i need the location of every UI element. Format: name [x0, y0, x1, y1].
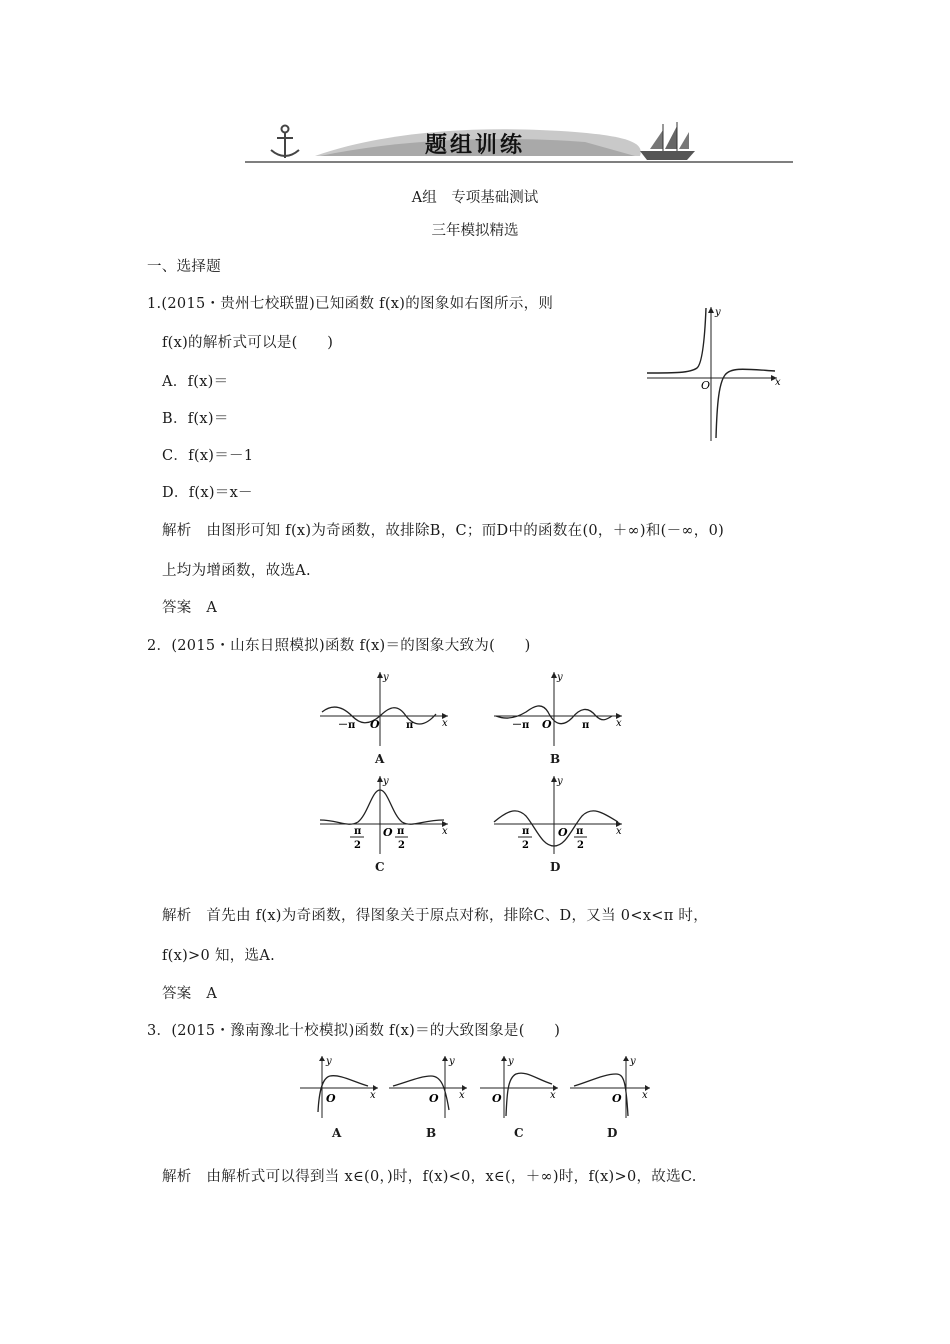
- q2-answer: 答案 A: [162, 986, 218, 1002]
- q3-graph-c: [478, 1052, 560, 1122]
- q2a-y: y: [383, 672, 389, 683]
- q2d-origin: O: [558, 826, 568, 839]
- q2d-pi: π: [576, 826, 584, 837]
- q2-label-c: C: [375, 860, 385, 874]
- q1-answer: 答案 A: [162, 600, 218, 616]
- q2b-x: x: [616, 718, 622, 729]
- q1-option-a: A．f(x)＝: [162, 374, 229, 390]
- q3a-x: x: [370, 1090, 376, 1101]
- q3a-origin: O: [326, 1092, 336, 1105]
- q2d-half-r: 2: [577, 840, 584, 851]
- q1-option-c: C．f(x)＝－1: [162, 448, 254, 464]
- q1-y-label: y: [715, 307, 721, 318]
- q2c-origin: O: [383, 826, 393, 839]
- q3-graph-b: [387, 1052, 469, 1122]
- q3-label-b: B: [426, 1126, 437, 1140]
- q2c-half-l: 2: [354, 840, 361, 851]
- q1-option-d: D．f(x)＝x－: [162, 485, 253, 501]
- q3d-x: x: [642, 1090, 648, 1101]
- q3b-origin: O: [429, 1092, 439, 1105]
- q2a-origin: O: [370, 718, 380, 731]
- q2a-x: x: [442, 718, 448, 729]
- q2d-y: y: [557, 776, 563, 787]
- q2-graph-c: [318, 772, 453, 856]
- q2d-x: x: [616, 826, 622, 837]
- group-title: A组 专项基础测试: [411, 190, 539, 206]
- q2-label-a: A: [375, 752, 385, 766]
- q3-label-d: D: [607, 1126, 618, 1140]
- q3d-y: y: [630, 1056, 636, 1067]
- q1-stem-line1: 1.(2015・贵州七校联盟)已知函数 f(x)的图象如右图所示，则: [147, 296, 554, 312]
- q2d-half-l: 2: [522, 840, 529, 851]
- q2-label-b: B: [550, 752, 561, 766]
- q2b-y: y: [557, 672, 563, 683]
- q2a-neg-pi: －π: [338, 720, 356, 731]
- q3-graph-d: [568, 1052, 652, 1122]
- ship-icon: [640, 122, 695, 160]
- q1-stem-line2: f(x)的解析式可以是( ): [162, 335, 334, 351]
- q2-label-d: D: [550, 860, 561, 874]
- anchor-icon: [271, 126, 299, 159]
- q3b-x: x: [459, 1090, 465, 1101]
- q2-graph-b: [492, 668, 627, 748]
- q2c-pi: π: [397, 826, 405, 837]
- q2-graph-d: [492, 772, 627, 856]
- q3a-y: y: [326, 1056, 332, 1067]
- q1-x-label: x: [775, 377, 781, 388]
- q2c-half-r: 2: [398, 840, 405, 851]
- q1-graph: [645, 303, 785, 443]
- q3-analysis: 解析 由解析式可以得到当 x∈(0，)时，f(x)<0，x∈(，＋∞)时，f(x)>0，故选C.: [162, 1169, 697, 1185]
- q3c-x: x: [550, 1090, 556, 1101]
- q2c-neg-pi: π: [354, 826, 362, 837]
- q2b-pi: π: [582, 720, 590, 731]
- q1-analysis-line2: 上均为增函数，故选A.: [162, 563, 311, 579]
- q2-analysis-line1: 解析 首先由 f(x)为奇函数，得图象关于原点对称，排除C、D，又当 0<x<π 时，: [162, 908, 709, 924]
- subtitle: 三年模拟精选: [431, 223, 519, 239]
- q2c-y: y: [383, 776, 389, 787]
- q1-analysis-line1: 解析 由图形可知 f(x)为奇函数，故排除B，C；而D中的函数在(0，＋∞)和(－∞，0): [162, 523, 725, 539]
- q2b-origin: O: [542, 718, 552, 731]
- q2-graph-a: [318, 668, 453, 748]
- q2d-neg-pi: π: [522, 826, 530, 837]
- q3-label-c: C: [514, 1126, 524, 1140]
- banner-title: 题组训练: [424, 133, 525, 158]
- q2-analysis-line2: f(x)>0 知，选A.: [162, 948, 276, 964]
- q3d-origin: O: [612, 1092, 622, 1105]
- q2a-pi: π: [406, 720, 414, 731]
- q3c-y: y: [508, 1056, 514, 1067]
- part-heading: 一、选择题: [147, 259, 221, 275]
- q2-stem: 2．(2015・山东日照模拟)函数 f(x)＝的图象大致为( ): [147, 638, 531, 654]
- q3-graph-a: [298, 1052, 380, 1122]
- q3b-y: y: [449, 1056, 455, 1067]
- q3-label-a: A: [332, 1126, 342, 1140]
- q3-stem: 3．(2015・豫南豫北十校模拟)函数 f(x)＝的大致图象是( ): [147, 1023, 561, 1039]
- q2b-neg-pi: －π: [512, 720, 530, 731]
- q3c-origin: O: [492, 1092, 502, 1105]
- q1-option-b: B．f(x)＝: [162, 411, 229, 427]
- q2c-x: x: [442, 826, 448, 837]
- q1-origin-label: O: [701, 379, 711, 392]
